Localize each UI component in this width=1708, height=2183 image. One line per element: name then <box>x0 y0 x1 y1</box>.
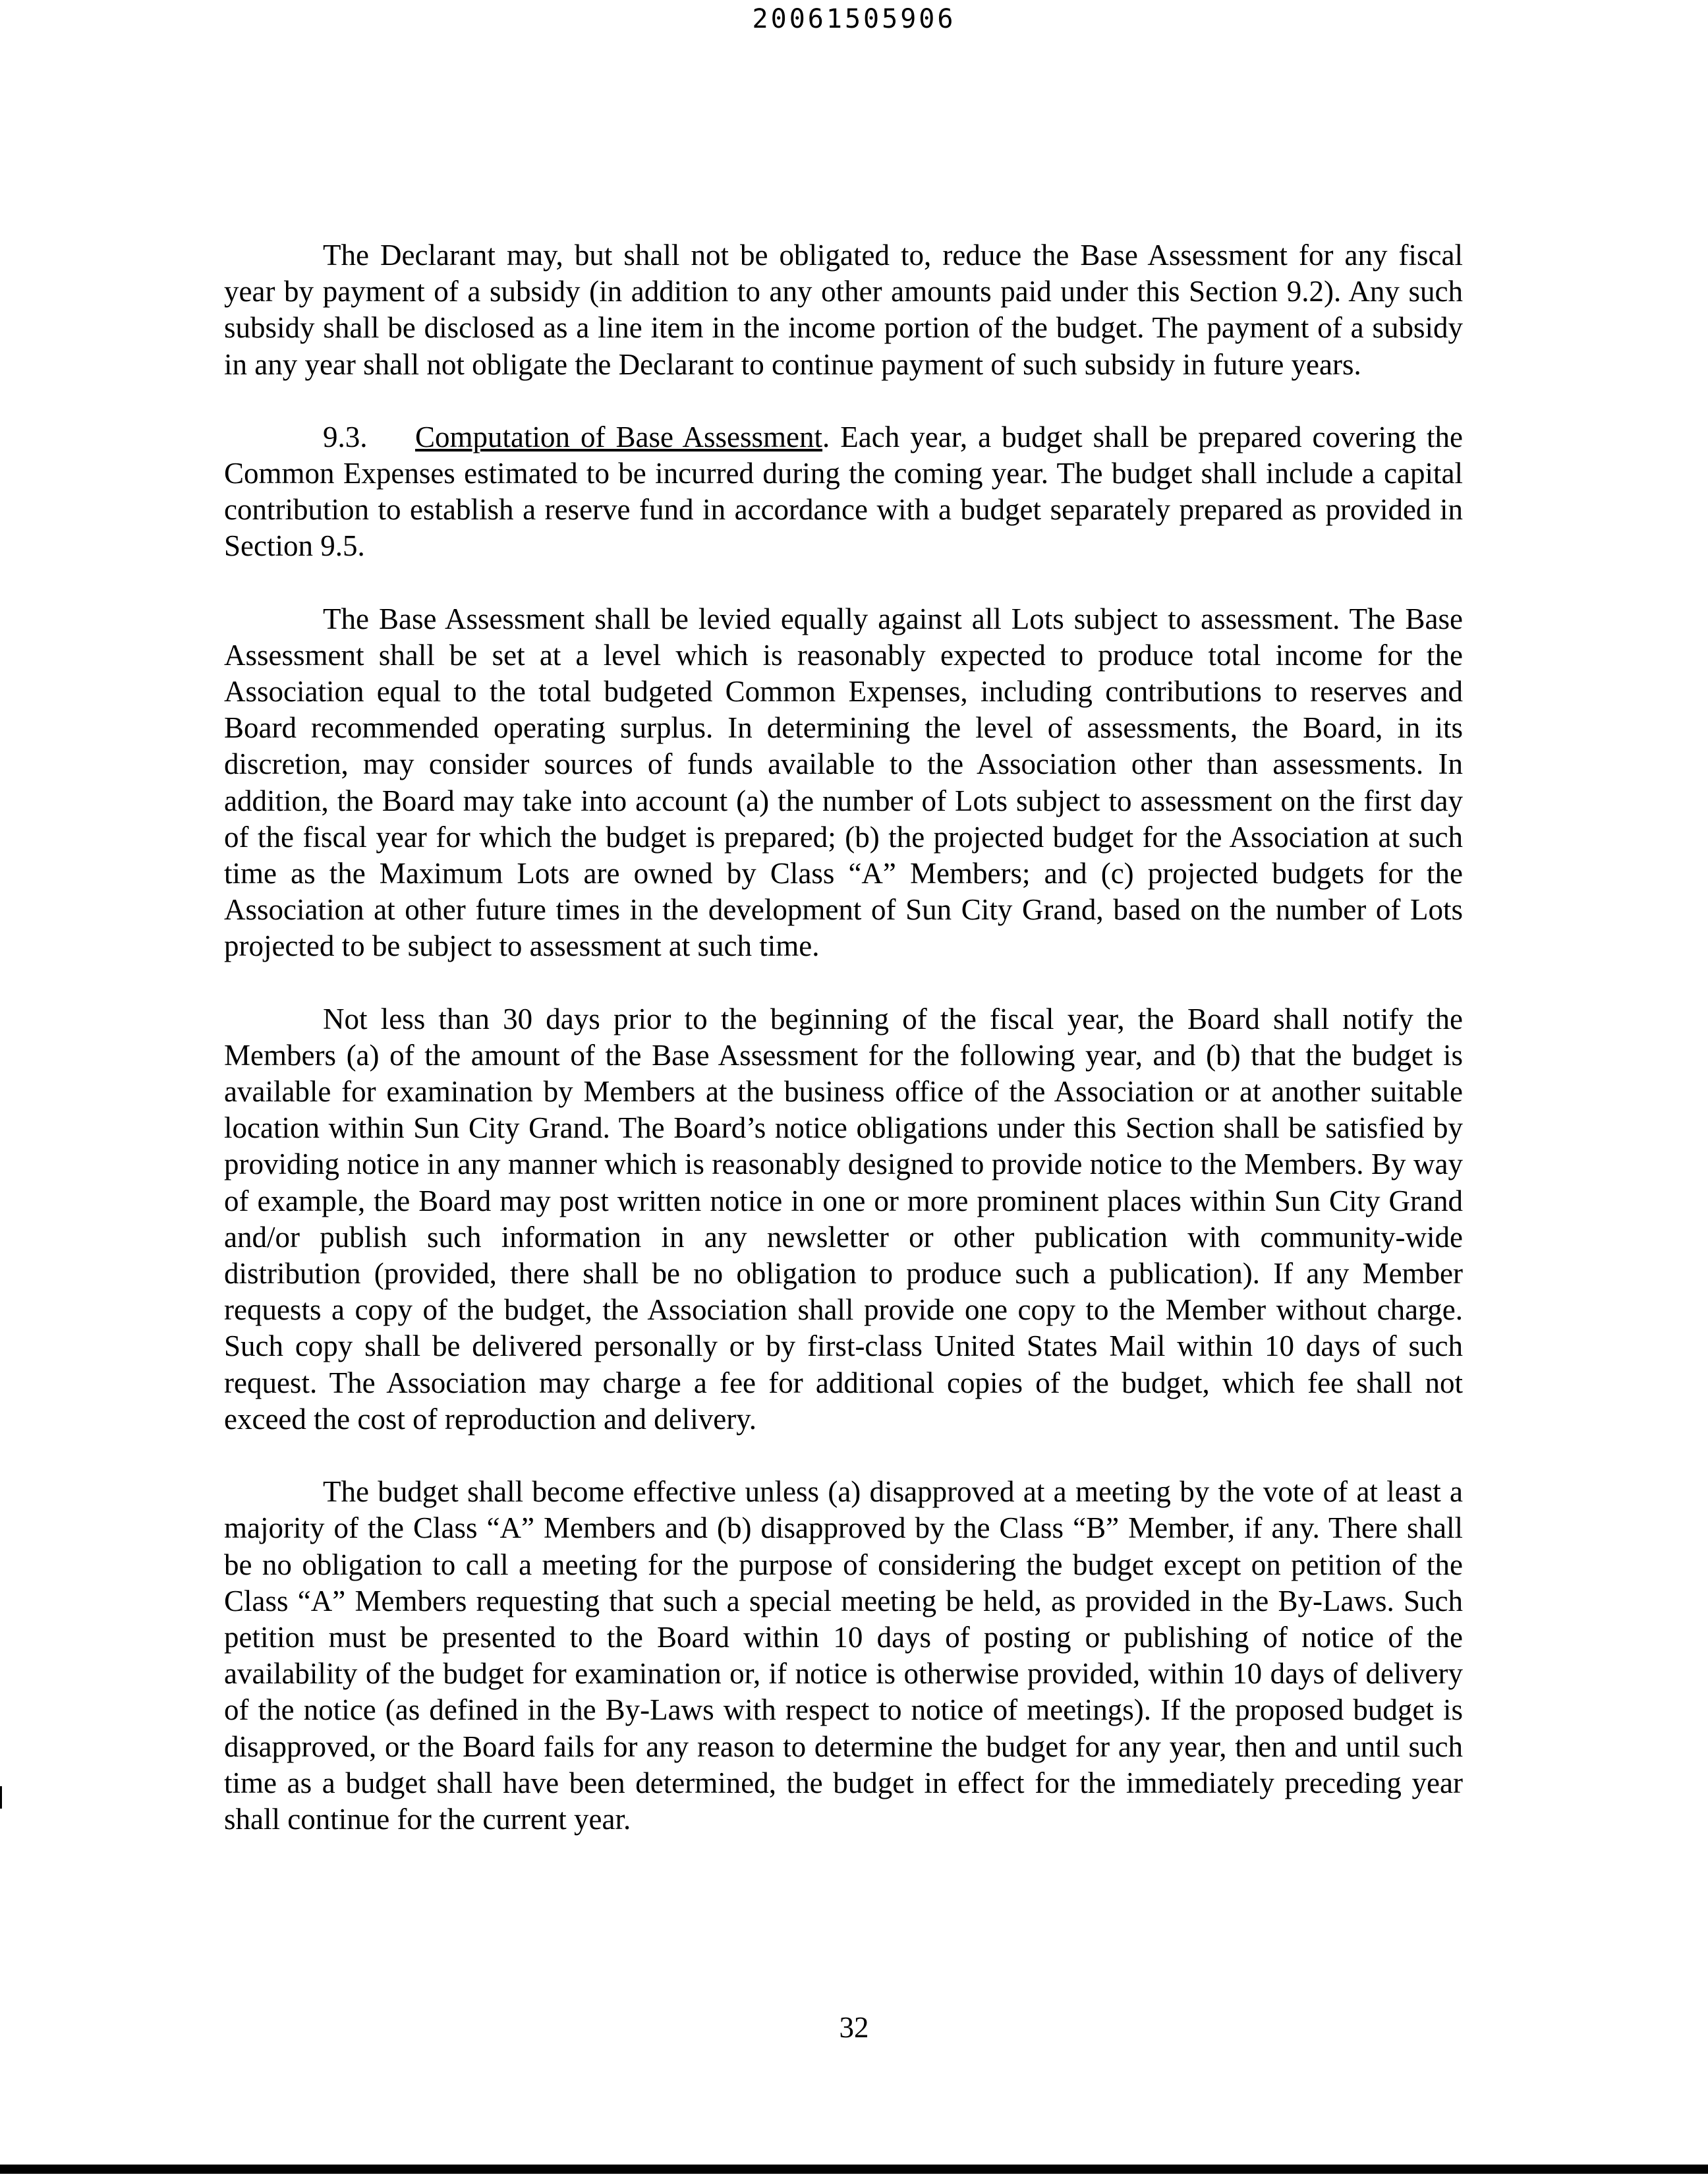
paragraph-base-assessment-levy: The Base Assessment shall be levied equally against all Lots subject to assessment. The Base Assessment shall be set at a level which is reasonably expected to produce total income for the Association equal to the total budgeted Common Expenses, including contributions to reserves and Board recommended operating surplus. In determining the level of assessments, the Board, in its discretion, may consider sources of funds available to the Association other than assessments. In addition, the Board may take into account (a) the number of Lots subject to assessment on the first day of the fiscal year for which the budget is prepared; (b) the projected budget for the Association at such time as the Maximum Lots are owned by Class “A” Members; and (c) projected budgets for the Association at other future times in the development of Sun City Grand, based on the number of Lots projected to be subject to assessment at such time. <box>224 602 1463 963</box>
bottom-border-rule <box>0 2165 1708 2174</box>
paragraph-budget-notice: Not less than 30 days prior to the beginning of the fiscal year, the Board shall notify the Members (a) of the amount of the Base Assessment for the following year, and (b) that the budget is available for examination by Members at the business office of the Association or at another suitable location within Sun City Grand. The Board’s notice obligations under this Section shall be satisfied by providing notice in any manner which is reasonably designed to provide notice to the Members. By way of example, the Board may post written notice in one or more prominent places within Sun City Grand and/or publish such information in any newsletter or other publication with community-wide distribution (provided, there shall be no obligation to produce such a publication). If any Member requests a copy of the budget, the Association shall provide one copy to the Member without charge. Such copy shall be delivered personally or by first-class United States Mail within 10 days of such request. The Association may charge a fee for additional copies of the budget, which fee shall not exceed the cost of reproduction and delivery. <box>224 1002 1463 1436</box>
page-number: 32 <box>839 2011 869 2044</box>
section-number: 9.3. <box>323 420 368 453</box>
scan-artifact-mark <box>0 1786 2 1809</box>
paragraph-budget-effective: The budget shall become effective unless (a) disapproved at a meeting by the vote of at least a majority of the Class “A” Members and (b) disapproved by the Class “B” Member, if any. There shall be no obligation to call a meeting for the purpose of considering the budget except on petition of the Class “A” Members requesting that such a special meeting be held, as provided in the By-Laws. Such petition must be presented to the Board within 10 days of posting or publishing of notice of the availability of the budget for examination or, if notice is otherwise provided, within 10 days of delivery of the notice (as defined in the By-Laws with respect to notice of meetings). If the proposed budget is disapproved, or the Board fails for any reason to determine the budget for any year, then and until such time as a budget shall have been determined, the budget in effect for the immediately preceding year shall continue for the current year. <box>224 1475 1463 1836</box>
document-body <box>224 237 1463 1874</box>
section-9-3 <box>224 419 1463 565</box>
section-text: . Each year, a budget shall be prepared covering the Common Expenses estimated to be incurred during the coming year. The budget shall include a capital contribution to establish a reserve fund in accordance with a budget separately prepared as provided in Section 9.5. <box>224 420 1463 563</box>
paragraph-declarant-subsidy: The Declarant may, but shall not be obligated to, reduce the Base Assessment for any fiscal year by payment of a subsidy (in addition to any other amounts paid under this Section 9.2). Any such subsidy shall be disclosed as a line item in the income portion of the budget. The payment of a subsidy in any year shall not obligate the Declarant to continue payment of such subsidy in future years. <box>224 239 1463 381</box>
section-title: Computation of Base Assessment <box>415 420 823 453</box>
document-number: 20061505906 <box>752 4 956 34</box>
